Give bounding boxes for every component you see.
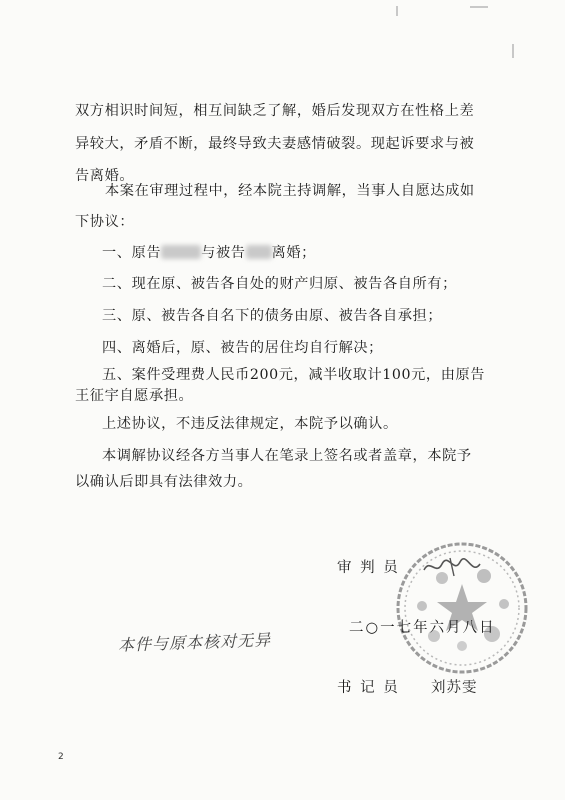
page-number: 2 — [58, 752, 64, 762]
certification-stamp-text: 本件与原本核对无异 — [117, 630, 272, 655]
redacted-name-defendant — [246, 245, 272, 259]
body-line: 告离婚。 — [75, 168, 135, 184]
item-text: 离婚； — [271, 245, 316, 261]
clerk-title: 书 记 员 — [337, 680, 400, 696]
body-line: 异较大，矛盾不断，最终导致夫妻感情破裂。现起诉要求与被 — [75, 136, 475, 152]
body-line: 双方相识时间短，相互间缺乏了解，婚后发现双方在性格上差 — [75, 103, 475, 119]
redacted-name-plaintiff — [161, 245, 201, 259]
agreement-item-2: 二、现在原、被告各自处的财产归原、被告各自所有； — [102, 276, 457, 292]
body-line: 以确认后即具有法律效力。 — [75, 474, 253, 490]
body-line: 本调解协议经各方当事人在笔录上签名或者盖章，本院予 — [102, 448, 472, 464]
agreement-item-5: 五、案件受理费人民币200元，减半收取计100元，由原告 — [102, 367, 486, 383]
scan-mark — [512, 44, 514, 58]
body-line: 下协议： — [75, 214, 135, 230]
item-text: 一、原告 — [102, 245, 162, 261]
agreement-item-4: 四、离婚后，原、被告的居住均自行解决； — [102, 340, 383, 356]
judgement-date: 二○一七年六月八日 — [349, 620, 496, 636]
scan-mark — [396, 6, 398, 16]
agreement-item-5-cont: 王征宇自愿承担。 — [75, 388, 194, 404]
scan-mark — [470, 6, 488, 8]
item-text: 与被告 — [201, 245, 246, 261]
body-line: 本案在审理过程中，经本院主持调解，当事人自愿达成如 — [105, 183, 475, 199]
body-line: 上述协议，不违反法律规定，本院予以确认。 — [102, 416, 398, 432]
agreement-item-3: 三、原、被告各自名下的债务由原、被告各自承担； — [102, 308, 443, 324]
judge-handwritten-signature — [420, 554, 490, 580]
clerk-name: 刘苏雯 — [431, 680, 478, 696]
judge-title: 审 判 员 — [337, 560, 400, 576]
agreement-item-1 — [102, 243, 316, 263]
